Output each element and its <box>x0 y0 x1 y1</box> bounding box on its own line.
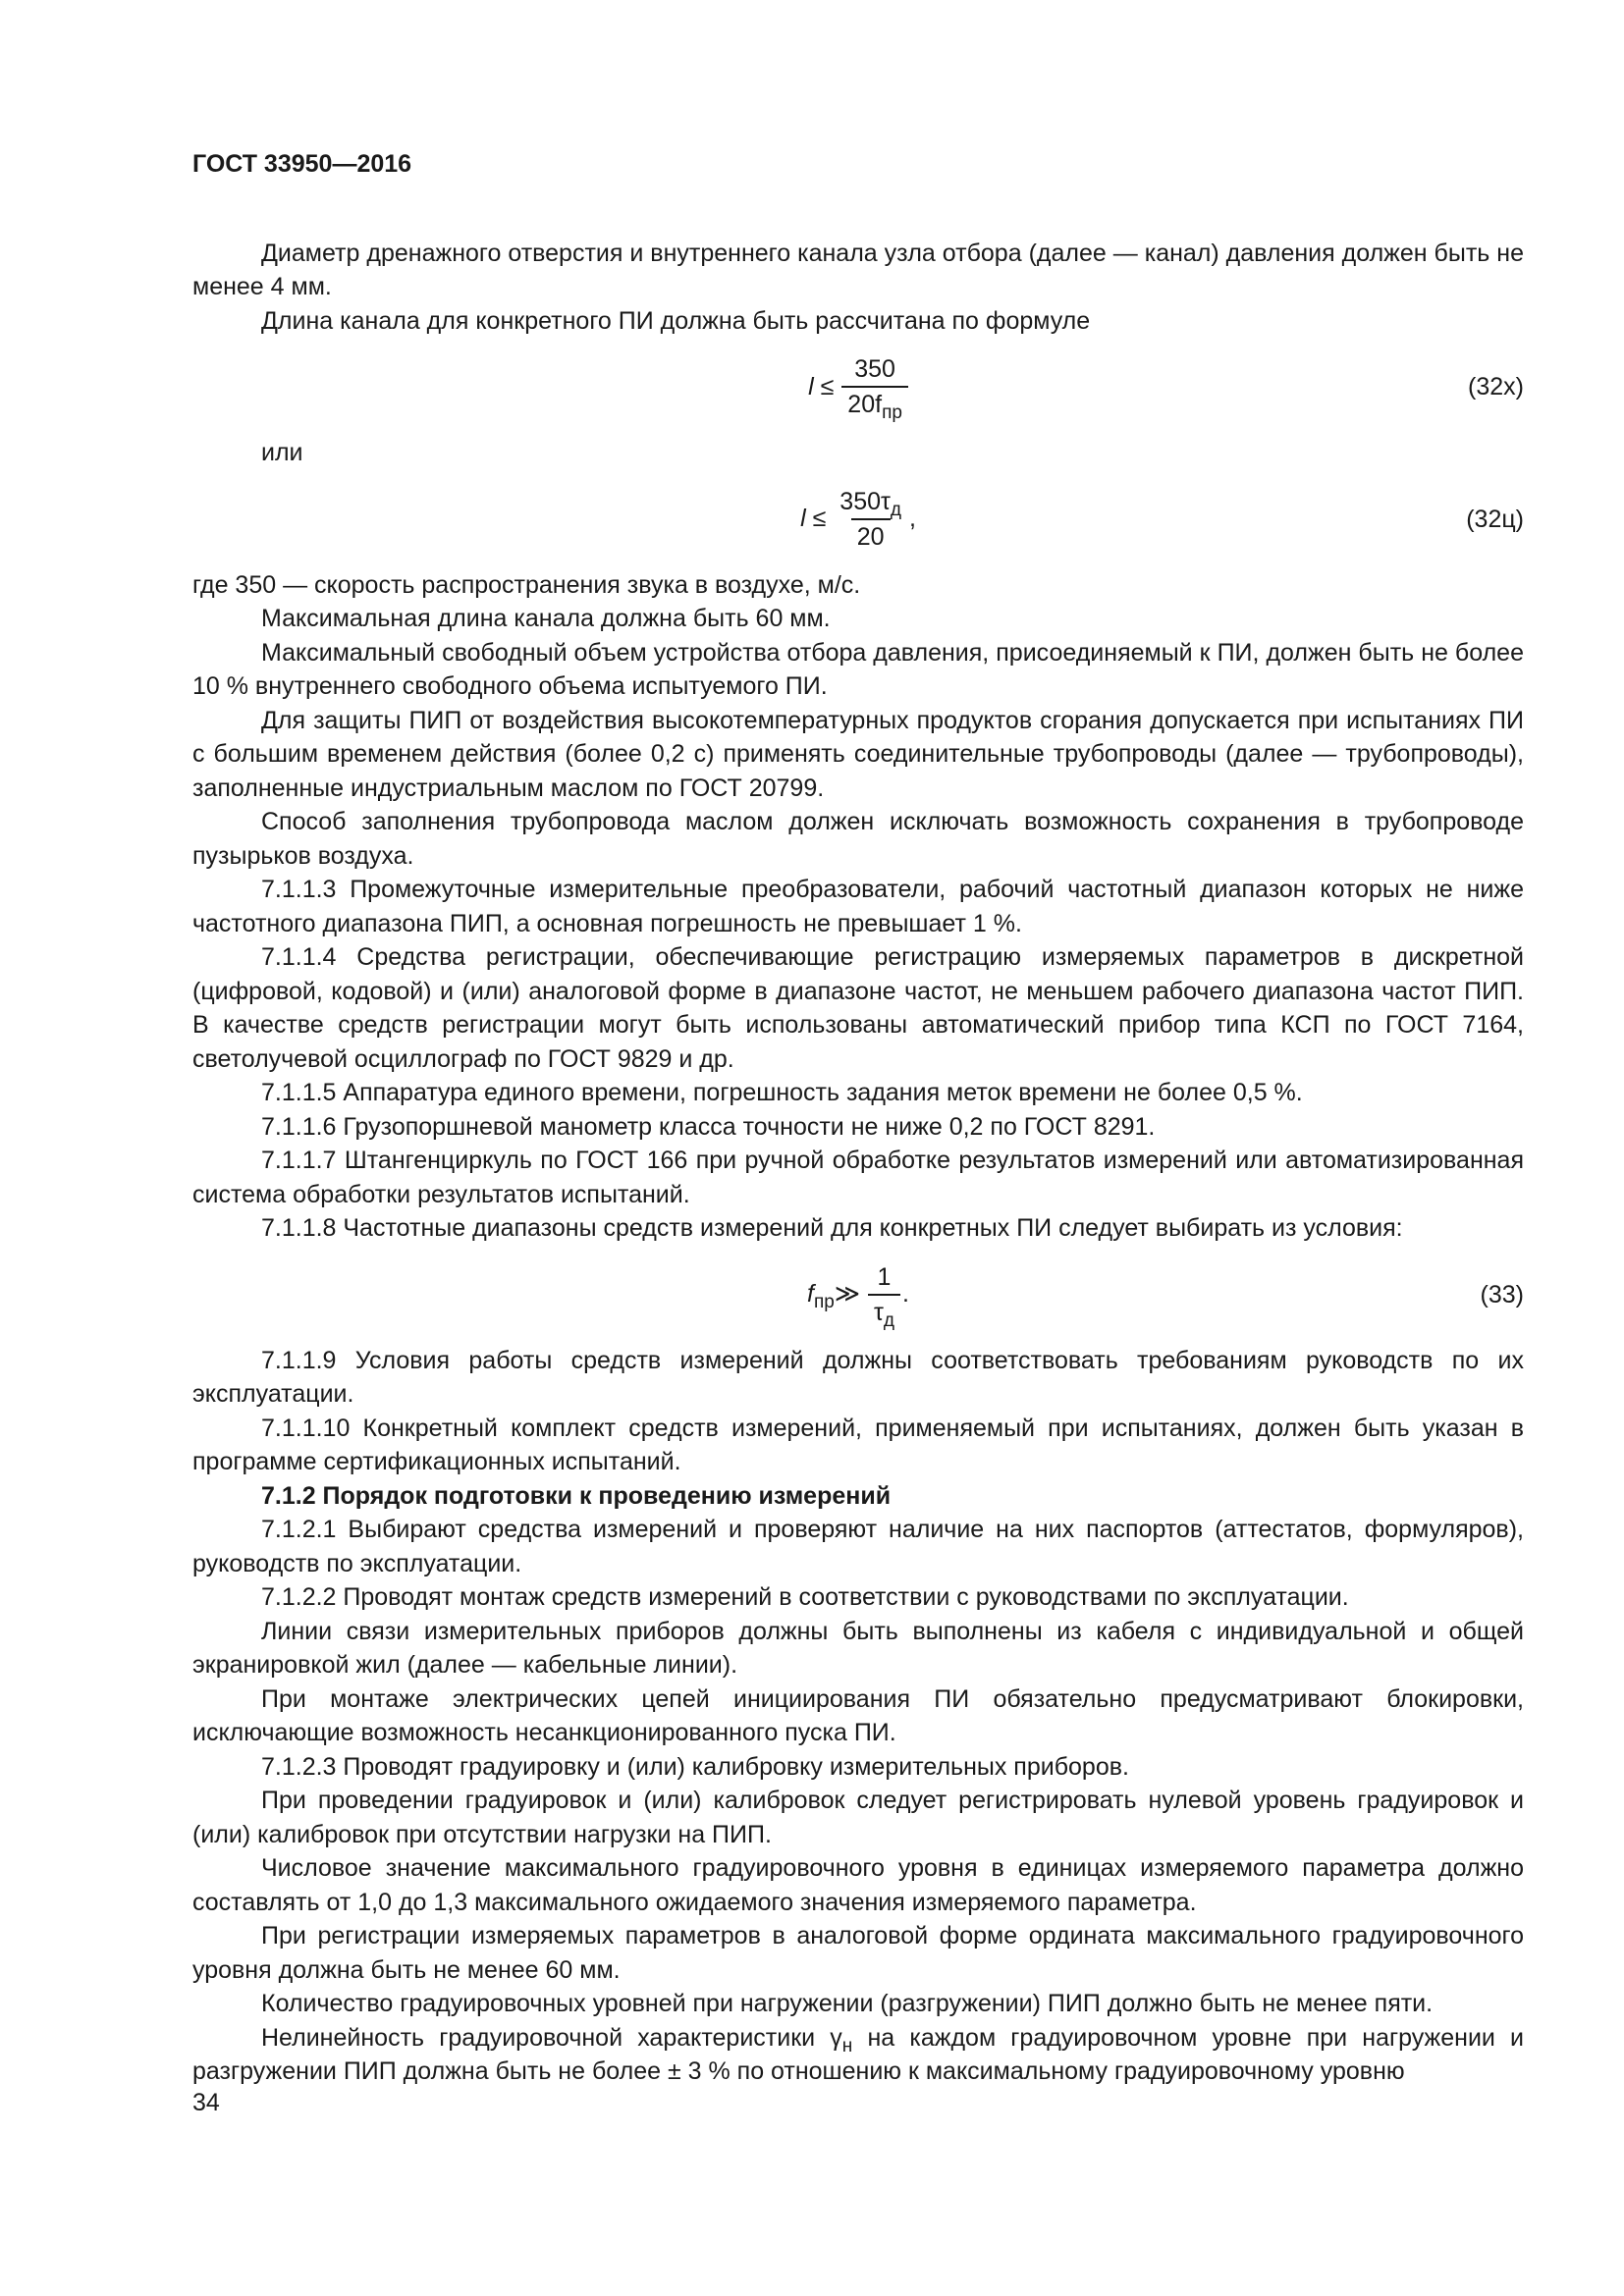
denominator-main: τ <box>874 1298 884 1326</box>
paragraph: Линии связи измерительных приборов должны быть выполнены из кабеля с индивидуальной и общей экранировкой жил (далее — кабельные линии). <box>192 1617 1524 1679</box>
paragraph: Числовое значение максимального градуировочного уровня в единицах измеряемого параметра должно составлять от 1,0 до 1,3 максимального ожидаемого значения измеряемого параметра. <box>192 1854 1524 1916</box>
denominator <box>841 386 908 421</box>
denominator-sub: д <box>883 1309 894 1331</box>
paragraph: Диаметр дренажного отверстия и внутреннего канала узла отбора (далее — канал) давления должен быть не менее 4 мм. <box>192 239 1524 300</box>
denominator: 20 <box>851 518 891 554</box>
section-heading: 7.1.2 Порядок подготовки к проведению измерений <box>261 1481 892 1510</box>
paragraph: При монтаже электрических цепей инициирования ПИ обязательно предусматривают блокировки, исключающие возможность несанкционированного пуска ПИ. <box>192 1684 1524 1746</box>
fraction <box>834 485 907 554</box>
paragraph: Максимальная длина канала должна быть 60 мм. <box>261 605 831 632</box>
paragraph: Количество градуировочных уровней при нагружении (разгружении) ПИП должно быть не менее пяти. <box>261 1990 1434 2017</box>
document-page <box>192 147 1524 2089</box>
formula-lhs: l ≤ <box>800 505 827 533</box>
paragraph: 7.1.1.10 Конкретный комплект средств измерений, применяемый при испытаниях, должен быть указан в программе сертификационных испытаний. <box>192 1414 1524 1475</box>
formula-32c <box>192 476 1524 562</box>
denominator-sub: пр <box>882 402 902 423</box>
paragraph: 7.1.1.7 Штангенциркуль по ГОСТ 166 при ручной обработке результатов измерений или автоматизированная система обработки результатов испытаний. <box>192 1147 1524 1208</box>
formula-number: (32x) <box>1468 372 1524 400</box>
formula-number: (33) <box>1480 1280 1524 1308</box>
text-run: на каждом градуировочном уровне при нагружении и разгружении ПИП должна быть не более ± 3 % по отношению к максимальному градуировочному уровню <box>192 2023 1524 2085</box>
paragraph: 7.1.1.3 Промежуточные измерительные преобразователи, рабочий частотный диапазон которых не ниже частотного диапазона ПИП, а основная погрешность не превышает 1 %. <box>192 876 1524 937</box>
lhs-main: f <box>807 1280 814 1308</box>
denominator <box>868 1294 900 1329</box>
formula-33 <box>192 1252 1524 1338</box>
numerator-sub: д <box>890 499 901 520</box>
paragraph: 7.1.1.8 Частотные диапазоны средств измерений для конкретных ПИ следует выбирать из условия: <box>261 1214 1403 1242</box>
numerator-main: 350τ <box>839 487 891 515</box>
formula-32x <box>192 344 1524 430</box>
paragraph: 7.1.2.3 Проводят градуировку и (или) калибровку измерительных приборов. <box>261 1752 1129 1781</box>
formula-lhs <box>807 1277 860 1311</box>
numerator <box>834 485 907 518</box>
paragraph: 7.1.1.6 Грузопоршневой манометр класса точности не ниже 0,2 по ГОСТ 8291. <box>261 1112 1156 1141</box>
paragraph: При регистрации измеряемых параметров в аналоговой форме ордината максимального градуировочного уровня должна быть не менее 60 мм. <box>192 1922 1524 1984</box>
paragraph <box>192 2021 1524 2089</box>
paragraph: где 350 — скорость распространения звука в воздухе, м/с. <box>192 570 861 599</box>
formula-lhs: l ≤ <box>808 372 835 400</box>
fraction <box>841 352 908 421</box>
formula-trail: , <box>908 505 916 533</box>
paragraph: 7.1.2.2 Проводят монтаж средств измерений в соответствии с руководствами по эксплуатации. <box>261 1583 1349 1611</box>
paragraph: Способ заполнения трубопровода маслом должен исключать возможность сохранения в трубопроводе пузырьков воздуха. <box>192 808 1524 870</box>
paragraph: Максимальный свободный объем устройства отбора давления, присоединяемый к ПИ, должен быть не более 10 % внутреннего свободного объема испытуемого ПИ. <box>192 638 1524 700</box>
formula-trail: . <box>902 1280 909 1308</box>
paragraph: При проведении градуировок и (или) калибровок следует регистрировать нулевой уровень градуировок и (или) калибровок при отсутствии нагрузки на ПИП. <box>192 1787 1524 1848</box>
numerator: 350 <box>854 355 895 383</box>
paragraph: Длина канала для конкретного ПИ должна быть рассчитана по формуле <box>261 306 1091 335</box>
numerator: 1 <box>877 1262 892 1291</box>
formula-number: (32ц) <box>1466 505 1524 533</box>
paragraph: 7.1.2.1 Выбирают средства измерений и проверяют наличие на них паспортов (аттестатов, формуляров), руководств по эксплуатации. <box>192 1516 1524 1577</box>
denominator-main: 20f <box>847 391 883 418</box>
gamma-subscript: н <box>841 2035 853 2056</box>
paragraph: или <box>261 439 303 466</box>
fraction <box>868 1260 900 1329</box>
standard-header: ГОСТ 33950—2016 <box>192 150 412 178</box>
lhs-sub: пр <box>813 1292 835 1313</box>
paragraph: 7.1.1.4 Средства регистрации, обеспечивающие регистрацию измеряемых параметров в дискретной (цифровой, кодовой) и (или) аналоговой форме в диапазоне частот, не меньшем рабочего диапазона частот ПИП. В качестве средств регистрации могут быть использованы автоматический прибор типа КСП по ГОСТ 7164, светолучевой осциллограф по ГОСТ 9829 и др. <box>192 943 1524 1073</box>
text-run: Нелинейность градуировочной характеристики γ <box>261 2023 842 2052</box>
paragraph: Для защиты ПИП от воздействия высокотемпературных продуктов сгорания допускается при испытаниях ПИ с большим временем действия (более 0,2 с) применять соединительные трубопроводы (далее — трубопроводы), заполненные индустриальным маслом по ГОСТ 20799. <box>192 706 1524 802</box>
paragraph: 7.1.1.9 Условия работы средств измерений должны соответствовать требованиям руководств по их эксплуатации. <box>192 1346 1524 1408</box>
paragraph: 7.1.1.5 Аппаратура единого времени, погрешность задания меток времени не более 0,5 %. <box>261 1079 1303 1106</box>
relation: ≫ <box>834 1280 861 1308</box>
page-number: 34 <box>192 2089 220 2116</box>
